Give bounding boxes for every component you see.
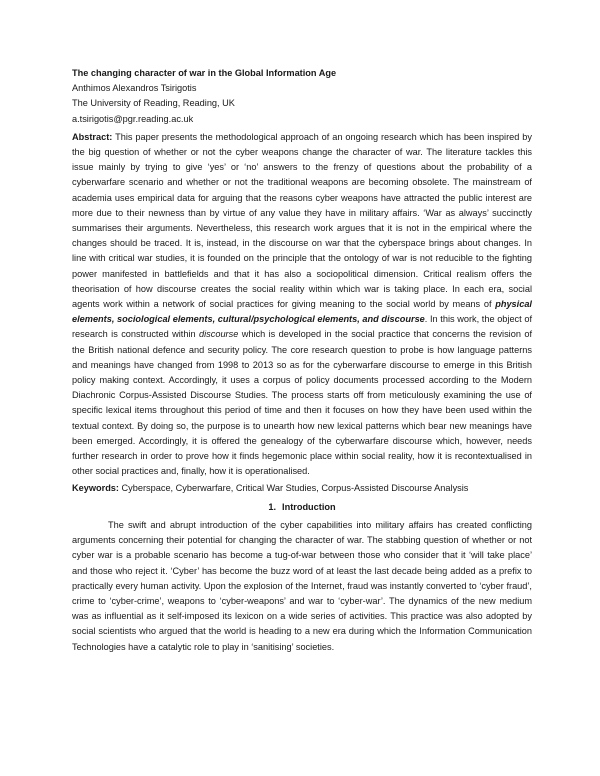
abstract-text-3: which is developed in the social practice that concerns the revision of the British national defence and security policy. The core research question to probe is how language patterns and meanings have changed from 1998 to 2013 so as for the cyberwarfare discourse to emerge in this British policy making context. Accordingly, it uses a corpus of policy documents processed according to the Modern Diachronic Corpus-Assisted Discourse Studies. The process starts off from meticulously examining the use of specific lexical items throughout this period of time and then it focuses on how they have been used within the textual context. By doing so, the purpose is to unearth how new lexical patterns which bear new meanings have been emerged. Accordingly, it is offered the genealogy of the cyberwarfare discourse which, however, needs further research in order to prove how it finds hegemonic place within social reality, how it is recontextualised in other social practices and, finally, how it is operationalised. [72, 329, 533, 477]
keywords-label: Keywords: [72, 483, 119, 494]
abstract-label: Abstract: [72, 131, 113, 142]
paper-content [72, 66, 532, 655]
paper-title: The changing character of war in the Global Information Age [72, 68, 337, 78]
abstract-discourse-word: discourse [199, 329, 239, 340]
intro-paragraph: The swift and abrupt introduction of the cyber capabilities into military affairs has created conflicting arguments concerning their potential for changing the character of war. The stabbing question of whether or not cyber war is a probable scenario has become a tug-of-war between those who consider that it ‘will take place’ and those who reject it. ‘Cyber’ has become the buzz word of at least the last decade being added as a prefix to practically every human activity. Upon the explosion of the Internet, fraud was instantly converted to ‘cyber fraud’, crime to ‘cyber-crime’, weapons to ‘cyber-weapons’ and war to ‘cyber-war’. The dynamics of the new medium was as influential as it self-imposed its lexicon on a wide series of activities. This practice was also adopted by social scientists who argued that the world is heading to a new era during which the Information Communication Technologies have a catalytic role to play in ‘sanitising’ societies. [72, 519, 532, 652]
keywords [72, 481, 532, 496]
section-title: Introduction [282, 501, 336, 512]
section-heading [72, 500, 532, 515]
abstract-emphasis: physical elements, sociological elements, cultural/psychological elements, and discourse [72, 299, 532, 325]
section-number: 1. [268, 501, 277, 512]
author-name: Anthimos Alexandros Tsirigotis [72, 83, 197, 94]
abstract-text-2: . In this work, the object of research is constructed within [72, 314, 533, 340]
keywords-text: Cyberspace, Cyberwarfare, Critical War Studies, Corpus-Assisted Discourse Analysis [118, 483, 469, 494]
affiliation: The University of Reading, Reading, UK [72, 98, 235, 109]
abstract [72, 130, 532, 480]
abstract-text-1: This paper presents the methodological approach of an ongoing research which has been inspired by the big question of whether or not the cyber weapons change the character of war. The literature tackles this issue mainly by trying to give ‘yes’ or ‘no’ answers to the frenzy of questions about the probability of a cyberwarfare scenario and whether or not the traditional weapons are becoming obsolete. The mainstream of academia uses empirical data for arguing that the reasons cyber weapons have attracted the public interest are more due to their newness than by virtue of any value they have in military affairs. ‘War as always’ succinctly summarises their arguments. Nevertheless, this research work argues that it is not in the empirical where the changes should be traced. It is, instead, in the discourse on war that the cyberspace brings about changes. In line with critical war studies, it is founded on the principle that the ontology of war is not reducible to the fighting power manifested in battlefields and that it has also a sociopolitical dimension. Critical realism offers the theorisation of how discourse creates the social reality within which war is taking place. In each era, social agents work within a network of social practices for giving meaning to the social world by means of [72, 131, 532, 310]
author-email[interactable]: a.tsirigotis@pgr.reading.ac.uk [72, 113, 194, 124]
